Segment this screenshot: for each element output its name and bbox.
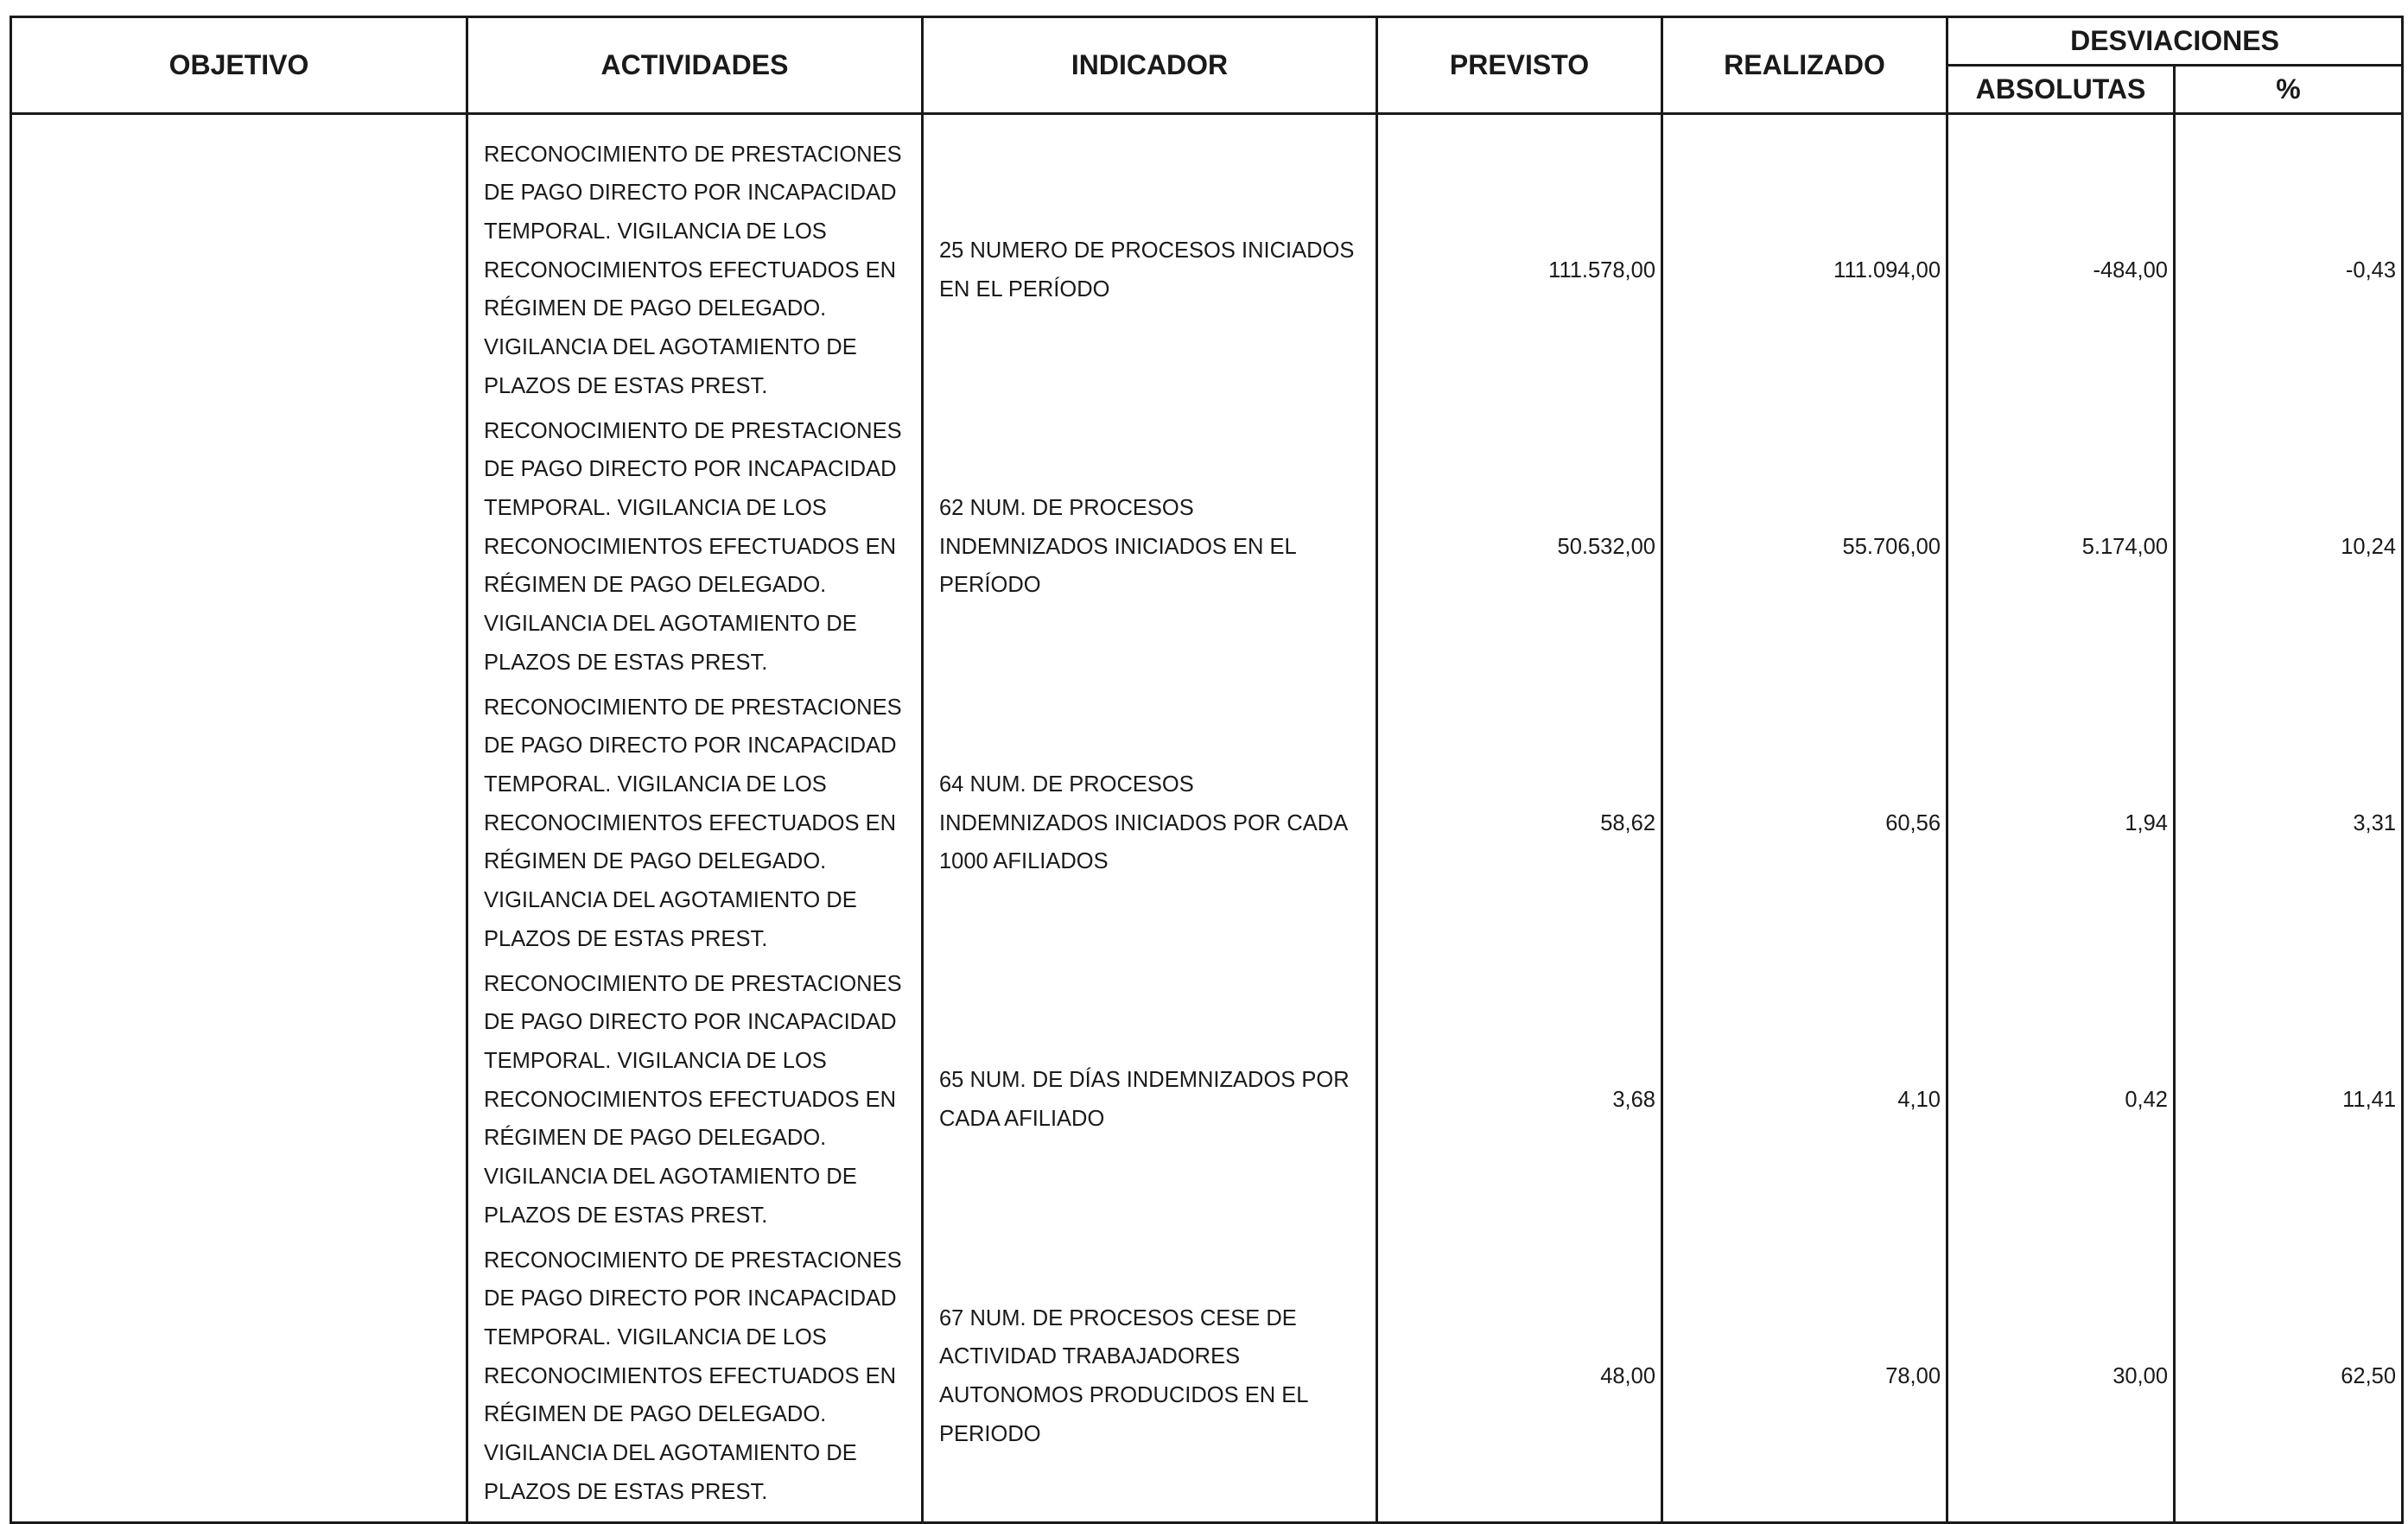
cell-porcentaje: -0,43	[2175, 114, 2403, 410]
cell-previsto: 3,68	[1377, 962, 1662, 1238]
cell-actividades: RECONOCIMIENTO DE PRESTACIONES DE PAGO DIRECTO POR INCAPACIDAD TEMPORAL. VIGILANCIA DE LOS RECONOCIMIENTOS EFECTUADOS EN RÉGIMEN DE PAGO DELEGADO. VIGILANCIA DEL AGOTAMIENTO DE PLAZOS DE ESTAS PREST.	[467, 409, 923, 685]
cell-previsto: 50.532,00	[1377, 409, 1662, 685]
cell-realizado: 111.094,00	[1662, 114, 1947, 410]
cell-absolutas: 30,00	[1947, 1238, 2175, 1523]
cell-indicador: 67 NUM. DE PROCESOS CESE DE ACTIVIDAD TRABAJADORES AUTONOMOS PRODUCIDOS EN EL PERIODO	[923, 1238, 1377, 1523]
cell-absolutas: 0,42	[1947, 962, 2175, 1238]
header-porcentaje: %	[2175, 66, 2403, 114]
cell-porcentaje: 11,41	[2175, 962, 2403, 1238]
cell-previsto: 48,00	[1377, 1238, 1662, 1523]
cell-porcentaje: 10,24	[2175, 409, 2403, 685]
table-body	[11, 114, 2403, 1523]
cell-porcentaje: 3,31	[2175, 685, 2403, 962]
cell-objetivo	[11, 114, 467, 410]
cell-realizado: 55.706,00	[1662, 409, 1947, 685]
header-absolutas: ABSOLUTAS	[1947, 66, 2175, 114]
header-actividades: ACTIVIDADES	[467, 17, 923, 114]
cell-indicador: 25 NUMERO DE PROCESOS INICIADOS EN EL PERÍODO	[923, 114, 1377, 410]
cell-previsto: 58,62	[1377, 685, 1662, 962]
cell-realizado: 60,56	[1662, 685, 1947, 962]
table-row	[11, 1238, 2403, 1523]
cell-previsto: 111.578,00	[1377, 114, 1662, 410]
cell-realizado: 4,10	[1662, 962, 1947, 1238]
cell-indicador: 65 NUM. DE DÍAS INDEMNIZADOS POR CADA AFILIADO	[923, 962, 1377, 1238]
header-indicador: INDICADOR	[923, 17, 1377, 114]
cell-porcentaje: 62,50	[2175, 1238, 2403, 1523]
cell-absolutas: -484,00	[1947, 114, 2175, 410]
cell-indicador: 64 NUM. DE PROCESOS INDEMNIZADOS INICIADOS POR CADA 1000 AFILIADOS	[923, 685, 1377, 962]
cell-objetivo	[11, 962, 467, 1238]
table-row	[11, 685, 2403, 962]
cell-absolutas: 1,94	[1947, 685, 2175, 962]
table-row	[11, 114, 2403, 410]
cell-objetivo	[11, 685, 467, 962]
cell-objetivo	[11, 409, 467, 685]
cell-absolutas: 5.174,00	[1947, 409, 2175, 685]
table-row	[11, 962, 2403, 1238]
header-desviaciones: DESVIACIONES	[1947, 17, 2403, 66]
table-header	[11, 17, 2403, 114]
cell-indicador: 62 NUM. DE PROCESOS INDEMNIZADOS INICIADOS EN EL PERÍODO	[923, 409, 1377, 685]
header-previsto: PREVISTO	[1377, 17, 1662, 114]
cell-actividades: RECONOCIMIENTO DE PRESTACIONES DE PAGO DIRECTO POR INCAPACIDAD TEMPORAL. VIGILANCIA DE LOS RECONOCIMIENTOS EFECTUADOS EN RÉGIMEN DE PAGO DELEGADO. VIGILANCIA DEL AGOTAMIENTO DE PLAZOS DE ESTAS PREST.	[467, 685, 923, 962]
cell-realizado: 78,00	[1662, 1238, 1947, 1523]
cell-actividades: RECONOCIMIENTO DE PRESTACIONES DE PAGO DIRECTO POR INCAPACIDAD TEMPORAL. VIGILANCIA DE LOS RECONOCIMIENTOS EFECTUADOS EN RÉGIMEN DE PAGO DELEGADO. VIGILANCIA DEL AGOTAMIENTO DE PLAZOS DE ESTAS PREST.	[467, 1238, 923, 1523]
cell-actividades: RECONOCIMIENTO DE PRESTACIONES DE PAGO DIRECTO POR INCAPACIDAD TEMPORAL. VIGILANCIA DE LOS RECONOCIMIENTOS EFECTUADOS EN RÉGIMEN DE PAGO DELEGADO. VIGILANCIA DEL AGOTAMIENTO DE PLAZOS DE ESTAS PREST.	[467, 962, 923, 1238]
header-objetivo: OBJETIVO	[11, 17, 467, 114]
indicators-table	[10, 16, 2404, 1524]
table-row	[11, 409, 2403, 685]
cell-objetivo	[11, 1238, 467, 1523]
cell-actividades: RECONOCIMIENTO DE PRESTACIONES DE PAGO DIRECTO POR INCAPACIDAD TEMPORAL. VIGILANCIA DE LOS RECONOCIMIENTOS EFECTUADOS EN RÉGIMEN DE PAGO DELEGADO. VIGILANCIA DEL AGOTAMIENTO DE PLAZOS DE ESTAS PREST.	[467, 114, 923, 410]
header-realizado: REALIZADO	[1662, 17, 1947, 114]
